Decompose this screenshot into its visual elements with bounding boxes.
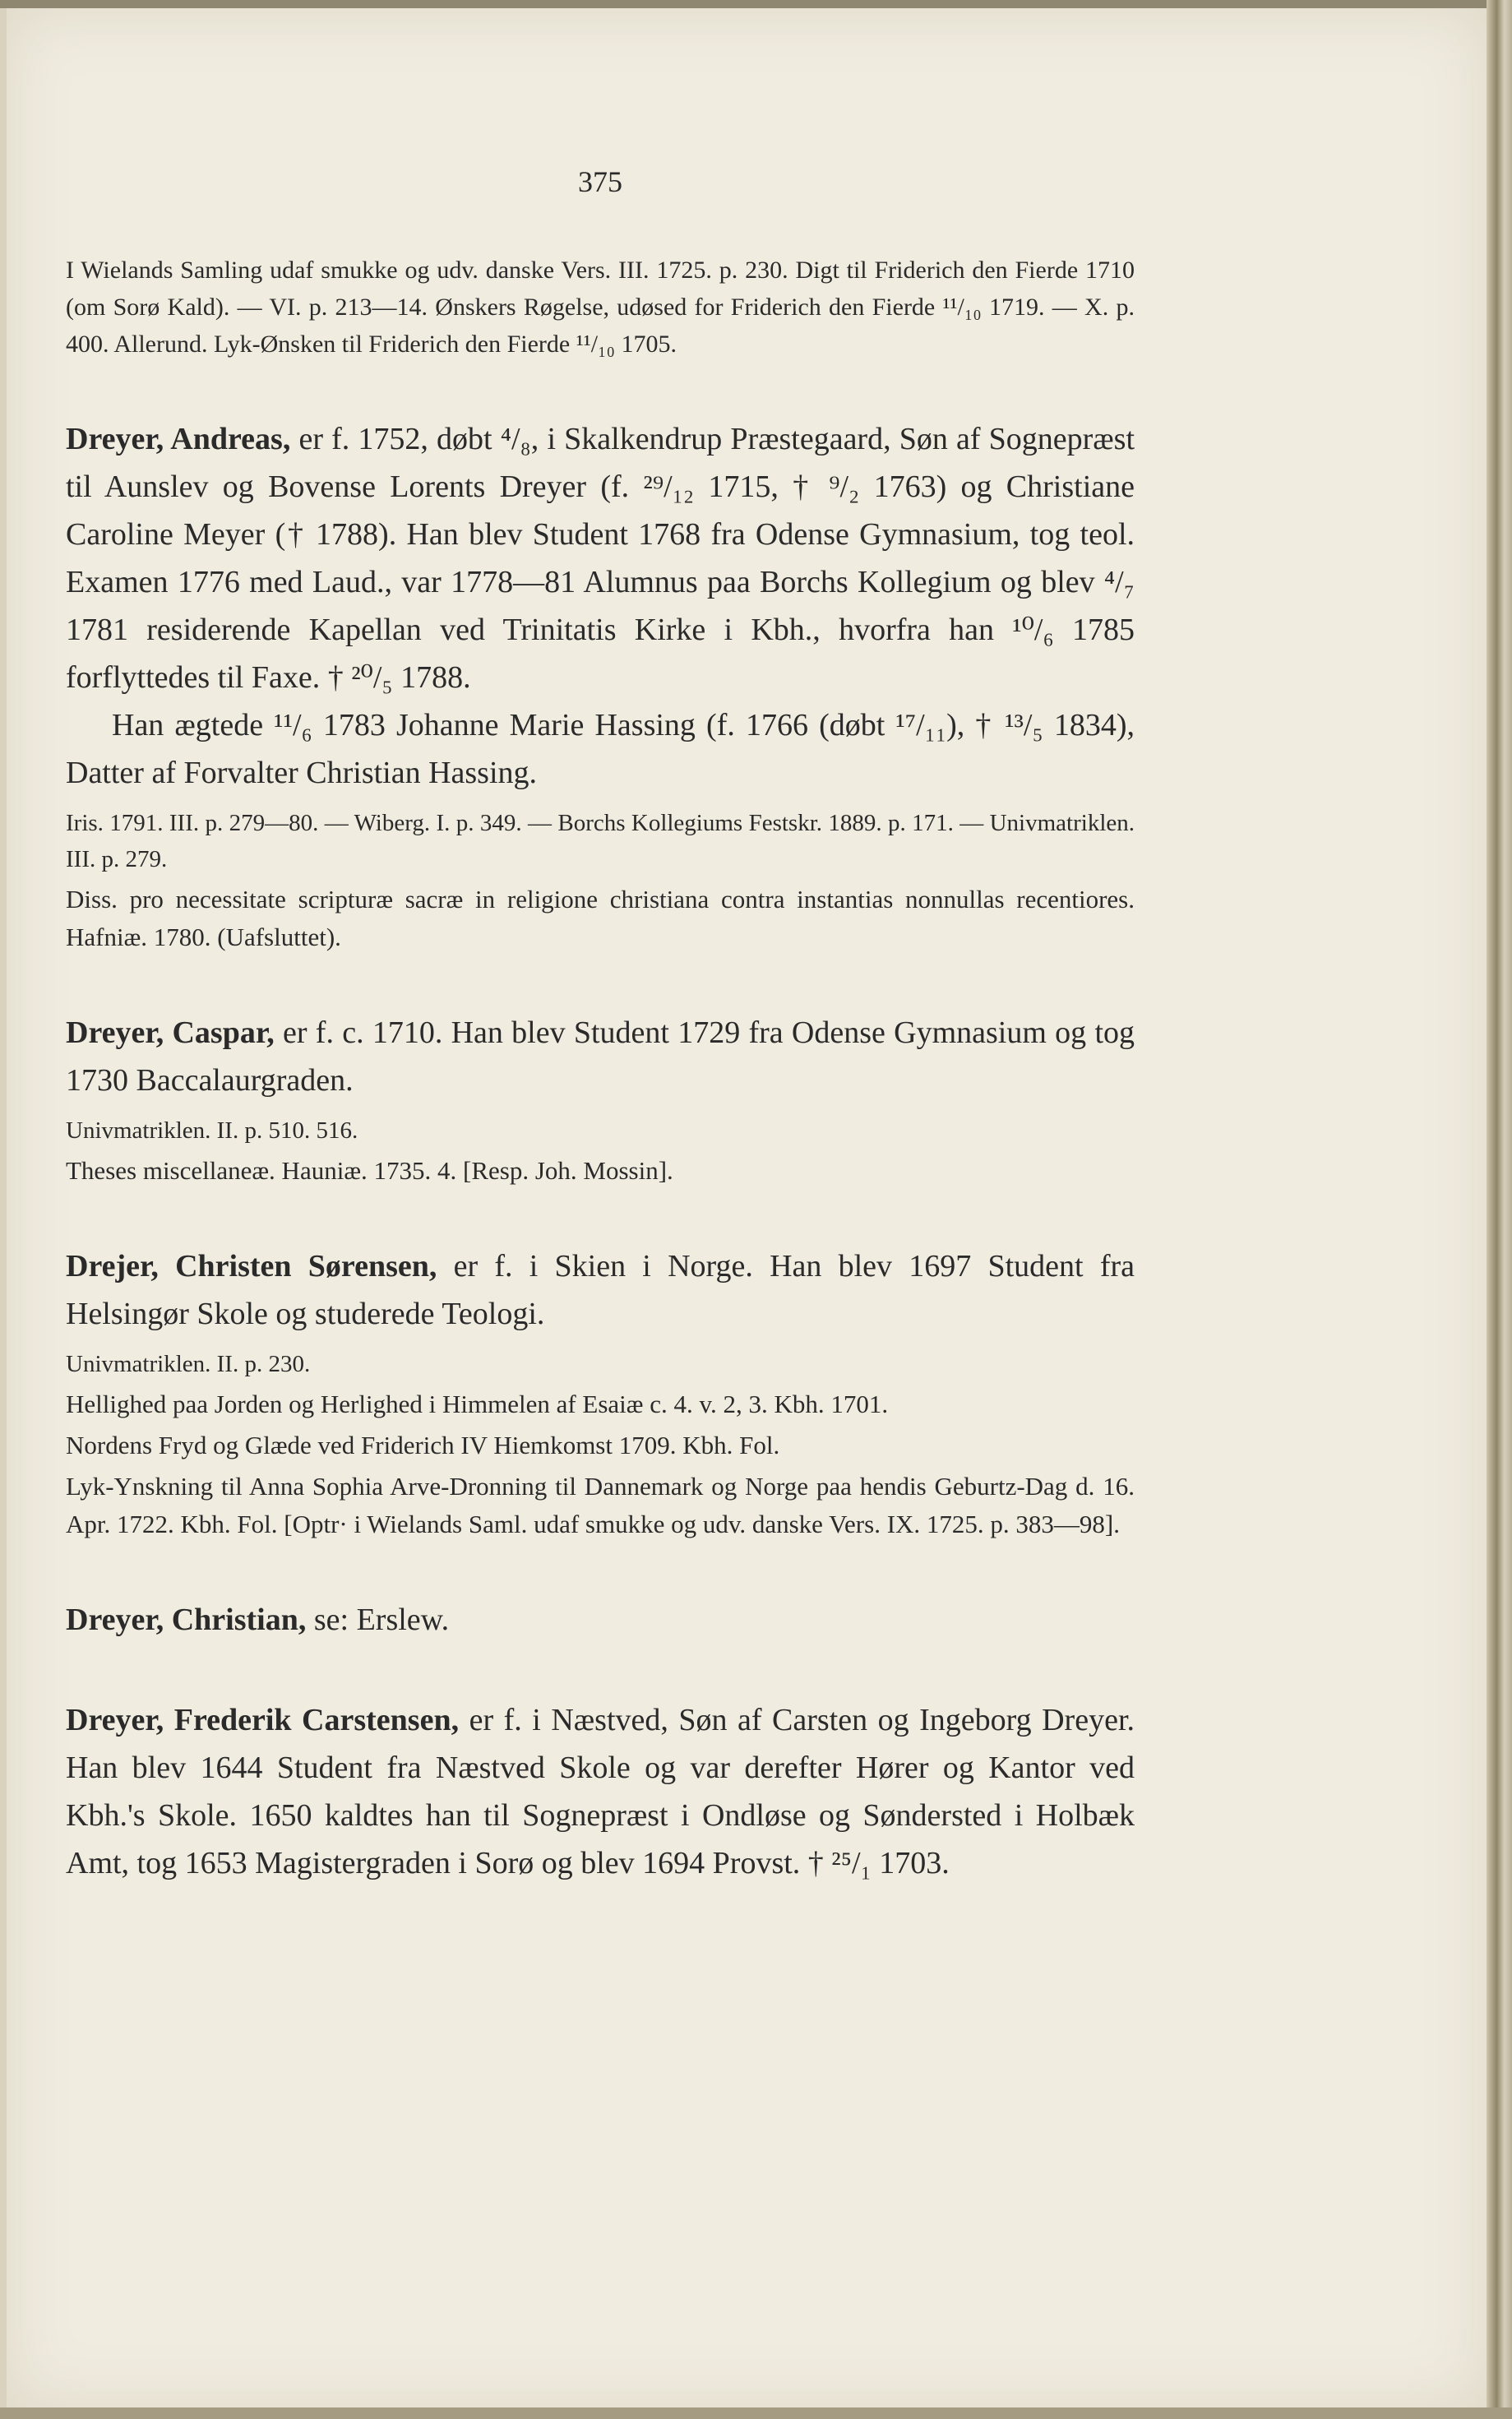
entry-work: Nordens Fryd og Glæde ved Friderich IV Hiemkomst 1709. Kbh. Fol.	[66, 1431, 780, 1459]
entry-headword: Dreyer, Andreas,	[66, 422, 291, 456]
entry-dreyer-frederik	[66, 1696, 1135, 1887]
entry-text: er f. c. 1710. Han blev Student 1729 fra Odense Gymnasium og tog 1730 Baccalaurgraden.	[66, 1015, 1135, 1098]
page-edge	[1487, 0, 1512, 2419]
page-bottom-border	[0, 2407, 1512, 2419]
page-number: 375	[578, 165, 622, 198]
entry-dreyer-caspar	[66, 1009, 1135, 1190]
entry-marriage: Han ægtede ¹¹/₆ 1783 Johanne Marie Hassing (f. 1766 (døbt ¹⁷/₁₁), † ¹³/₅ 1834), Datter af Forvalter Christian Hassing.	[66, 708, 1135, 790]
entry-body	[66, 1009, 1135, 1104]
entry-work: Diss. pro necessitate scripturæ sacræ in religione christiana contra instantias nonnullas recentiores. Hafniæ. 1780. (Uafsluttet).	[66, 885, 1135, 951]
entry-headword: Drejer, Christen Sørensen,	[66, 1249, 437, 1284]
entry-work: Lyk-Ynskning til Anna Sophia Arve-Dronning til Dannemark og Norge paa hendis Geburtz-Dag d. 16. Apr. 1722. Kbh. Fol. [Optr· i Wielands Saml. udaf smukke og udv. danske Vers. IX. 1725. p. 383—98].	[66, 1472, 1135, 1538]
entry-text: er f. 1752, døbt ⁴/₈, i Skalkendrup Præstegaard, Søn af Sognepræst til Aunslev og Bovense Lorents Dreyer (f. ²⁹/₁₂ 1715, † ⁹/₂ 1763) og Christiane Caroline Meyer († 1788). Han blev Student 1768 fra Odense Gymnasium, tog teol. Examen 1776 med Laud., var 1778—81 Alumnus paa Borchs Kollegium og blev ⁴/₇ 1781 residerende Kapellan ved Trinitatis Kirke i Kbh., hvorfra han ¹⁰/₆ 1785 forflyttedes til Faxe. † ²⁰/₅ 1788.	[66, 422, 1135, 695]
page-top-border	[0, 0, 1512, 8]
intro-references: I Wielands Samling udaf smukke og udv. danske Vers. III. 1725. p. 230. Digt til Friderich den Fierde 1710 (om Sorø Kald). — VI. p. 213—14. Ønskers Røgelse, udøsed for Friderich den Fierde ¹¹/₁₀ 1719. — X. p. 400. Allerund. Lyk-Ønsken til Friderich den Fierde ¹¹/₁₀ 1705.	[66, 257, 1135, 358]
entry-references: Iris. 1791. III. p. 279—80. — Wiberg. I. p. 349. — Borchs Kollegiums Festskr. 1889. p. 171. — Univmatriklen. III. p. 279.	[66, 810, 1135, 872]
page-content	[66, 164, 1135, 1887]
entry-body	[66, 1596, 1135, 1644]
entry-references: Univmatriklen. II. p. 510. 516.	[66, 1117, 358, 1144]
entry-work: Theses miscellaneæ. Hauniæ. 1735. 4. [Resp. Joh. Mossin].	[66, 1156, 673, 1185]
entry-references: Univmatriklen. II. p. 230.	[66, 1351, 311, 1377]
entry-work: Hellighed paa Jorden og Herlighed i Himmelen af Esaiæ c. 4. v. 2, 3. Kbh. 1701.	[66, 1390, 889, 1418]
entry-headword: Dreyer, Caspar,	[66, 1015, 275, 1050]
entry-dreyer-andreas	[66, 415, 1135, 956]
entry-headword: Dreyer, Frederik Carstensen,	[66, 1703, 460, 1737]
entry-text: er f. i Næstved, Søn af Carsten og Ingeborg Dreyer. Han blev 1644 Student fra Næstved Skole og var derefter Hører og Kantor ved Kbh.'s Skole. 1650 kaldtes han til Sognepræst i Ondløse og Søndersted i Holbæk Amt, tog 1653 Magistergraden i Sorø og blev 1694 Provst. † ²⁵/₁ 1703.	[66, 1703, 1135, 1880]
entry-body	[66, 1242, 1135, 1338]
entry-dreyer-christian	[66, 1596, 1135, 1644]
entry-headword: Dreyer, Christian,	[66, 1603, 307, 1637]
entry-text: se: Erslew.	[306, 1603, 450, 1637]
entry-text: er f. i Skien i Norge. Han blev 1697 Student fra Helsingør Skole og studerede Teologi.	[66, 1249, 1135, 1331]
entry-body	[66, 415, 1135, 701]
entry-drejer-christen	[66, 1242, 1135, 1543]
entry-body	[66, 1696, 1135, 1887]
